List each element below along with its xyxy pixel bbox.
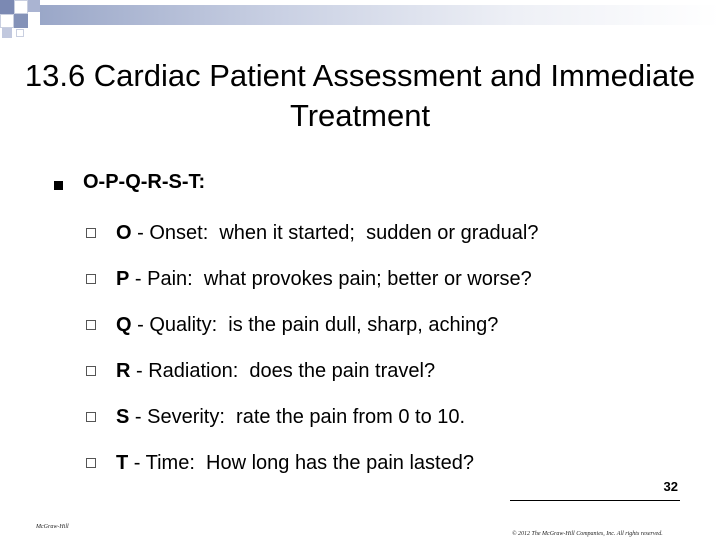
main-point: O-P-Q-R-S-T: xyxy=(83,171,206,193)
decor-square xyxy=(16,29,24,37)
item-text: - Quality: is the pain dull, sharp, aching? xyxy=(131,313,499,336)
list-item xyxy=(86,302,498,348)
decor-square xyxy=(14,0,28,14)
footer-divider xyxy=(510,500,680,501)
decor-square xyxy=(14,14,28,28)
hollow-square-bullet-icon xyxy=(86,228,96,238)
slide-title: 13.6 Cardiac Patient Assessment and Immediate Treatment xyxy=(24,58,696,133)
list-item xyxy=(86,210,538,256)
item-letter: Q xyxy=(116,313,132,336)
item-text: - Time: How long has the pain lasted? xyxy=(128,451,474,474)
decor-square xyxy=(2,28,12,38)
item-text: - Radiation: does the pain travel? xyxy=(130,359,436,382)
decor-square xyxy=(0,0,14,14)
list-item xyxy=(86,394,465,440)
slide-number: 32 xyxy=(663,479,678,494)
decorative-header-band xyxy=(0,0,720,40)
item-text: - Onset: when it started; sudden or gradual? xyxy=(131,221,539,244)
hollow-square-bullet-icon xyxy=(86,320,96,330)
hollow-square-bullet-icon xyxy=(86,412,96,422)
list-item xyxy=(86,440,474,486)
item-letter: O xyxy=(116,221,132,244)
header-gradient-bar xyxy=(40,5,720,25)
hollow-square-bullet-icon xyxy=(86,274,96,284)
publisher-label: McGraw-Hill xyxy=(36,524,69,530)
square-bullet-icon xyxy=(54,181,63,190)
item-letter: R xyxy=(116,359,131,382)
list-item xyxy=(86,256,532,302)
item-text: - Severity: rate the pain from 0 to 10. xyxy=(129,405,466,428)
item-text: - Pain: what provokes pain; better or worse? xyxy=(129,267,532,290)
item-letter: T xyxy=(116,451,129,474)
item-letter: S xyxy=(116,405,130,428)
list-item xyxy=(86,348,435,394)
item-letter: P xyxy=(116,267,130,290)
decor-square xyxy=(0,14,14,28)
hollow-square-bullet-icon xyxy=(86,366,96,376)
hollow-square-bullet-icon xyxy=(86,458,96,468)
copyright-notice: © 2012 The McGraw-Hill Companies, Inc. All rights reserved. xyxy=(512,531,663,537)
decor-square xyxy=(28,0,40,12)
